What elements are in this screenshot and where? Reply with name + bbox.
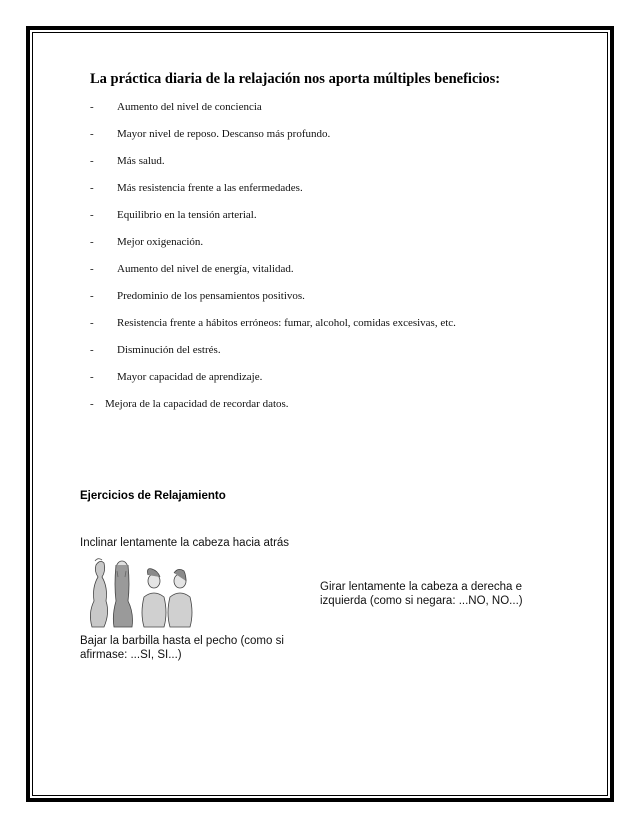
figure-neutral (113, 561, 132, 627)
list-item-text: Disminución del estrés. (117, 344, 221, 356)
list-item-text: Aumento del nivel de energía, vitalidad. (117, 263, 294, 275)
list-item (90, 182, 590, 209)
list-dash: - (90, 182, 94, 194)
list-item (90, 101, 590, 128)
neck-exercise-illustration (86, 557, 196, 629)
list-dash: - (90, 263, 94, 275)
list-item-text: Más resistencia frente a las enfermedades. (117, 182, 303, 194)
list-item (90, 209, 590, 236)
figure-tilt-back (90, 559, 107, 627)
list-dash: - (90, 398, 94, 410)
list-item (90, 371, 590, 398)
list-item-text: Mejor oxigenación. (117, 236, 204, 248)
list-item-text: Mejora de la capacidad de recordar datos. (105, 398, 289, 410)
list-item (90, 263, 590, 290)
list-item (90, 398, 590, 425)
list-dash: - (90, 209, 94, 221)
list-item-text: Mayor nivel de reposo. Descanso más profundo. (117, 128, 331, 140)
list-dash: - (90, 371, 94, 383)
list-item-text: Predominio de los pensamientos positivos. (117, 290, 305, 302)
list-item-text: Aumento del nivel de conciencia (117, 101, 262, 113)
figure-turn-head (142, 569, 166, 627)
list-dash: - (90, 155, 94, 167)
list-dash: - (90, 290, 94, 302)
figure-nod (168, 569, 192, 627)
exercises-title: Ejercicios de Relajamiento (80, 490, 226, 502)
list-item (90, 128, 590, 155)
exercise-chin-down: Bajar la barbilla hasta el pecho (como si afirmase: ...SI, SI...) (80, 635, 284, 661)
list-dash: - (90, 344, 94, 356)
list-dash: - (90, 317, 94, 329)
list-item-text: Resistencia frente a hábitos erróneos: fumar, alcohol, comidas excesivas, etc. (117, 317, 456, 329)
list-item (90, 290, 590, 317)
list-dash: - (90, 101, 94, 113)
list-item (90, 344, 590, 371)
list-item-text: Más salud. (117, 155, 165, 167)
exercise-turn-head: Girar lentamente la cabeza a derecha e izquierda (como si negara: ...NO, NO...) (320, 581, 523, 607)
benefits-title: La práctica diaria de la relajación nos aporta múltiples beneficios: (90, 71, 501, 87)
list-item-text: Equilibrio en la tensión arterial. (117, 209, 257, 221)
benefits-list (90, 101, 590, 425)
list-dash: - (90, 128, 94, 140)
list-item (90, 236, 590, 263)
list-item-text: Mayor capacidad de aprendizaje. (117, 371, 263, 383)
exercise-tilt-back: Inclinar lentamente la cabeza hacia atrás (80, 537, 290, 549)
list-dash: - (90, 236, 94, 248)
list-item (90, 155, 590, 182)
list-item (90, 317, 590, 344)
